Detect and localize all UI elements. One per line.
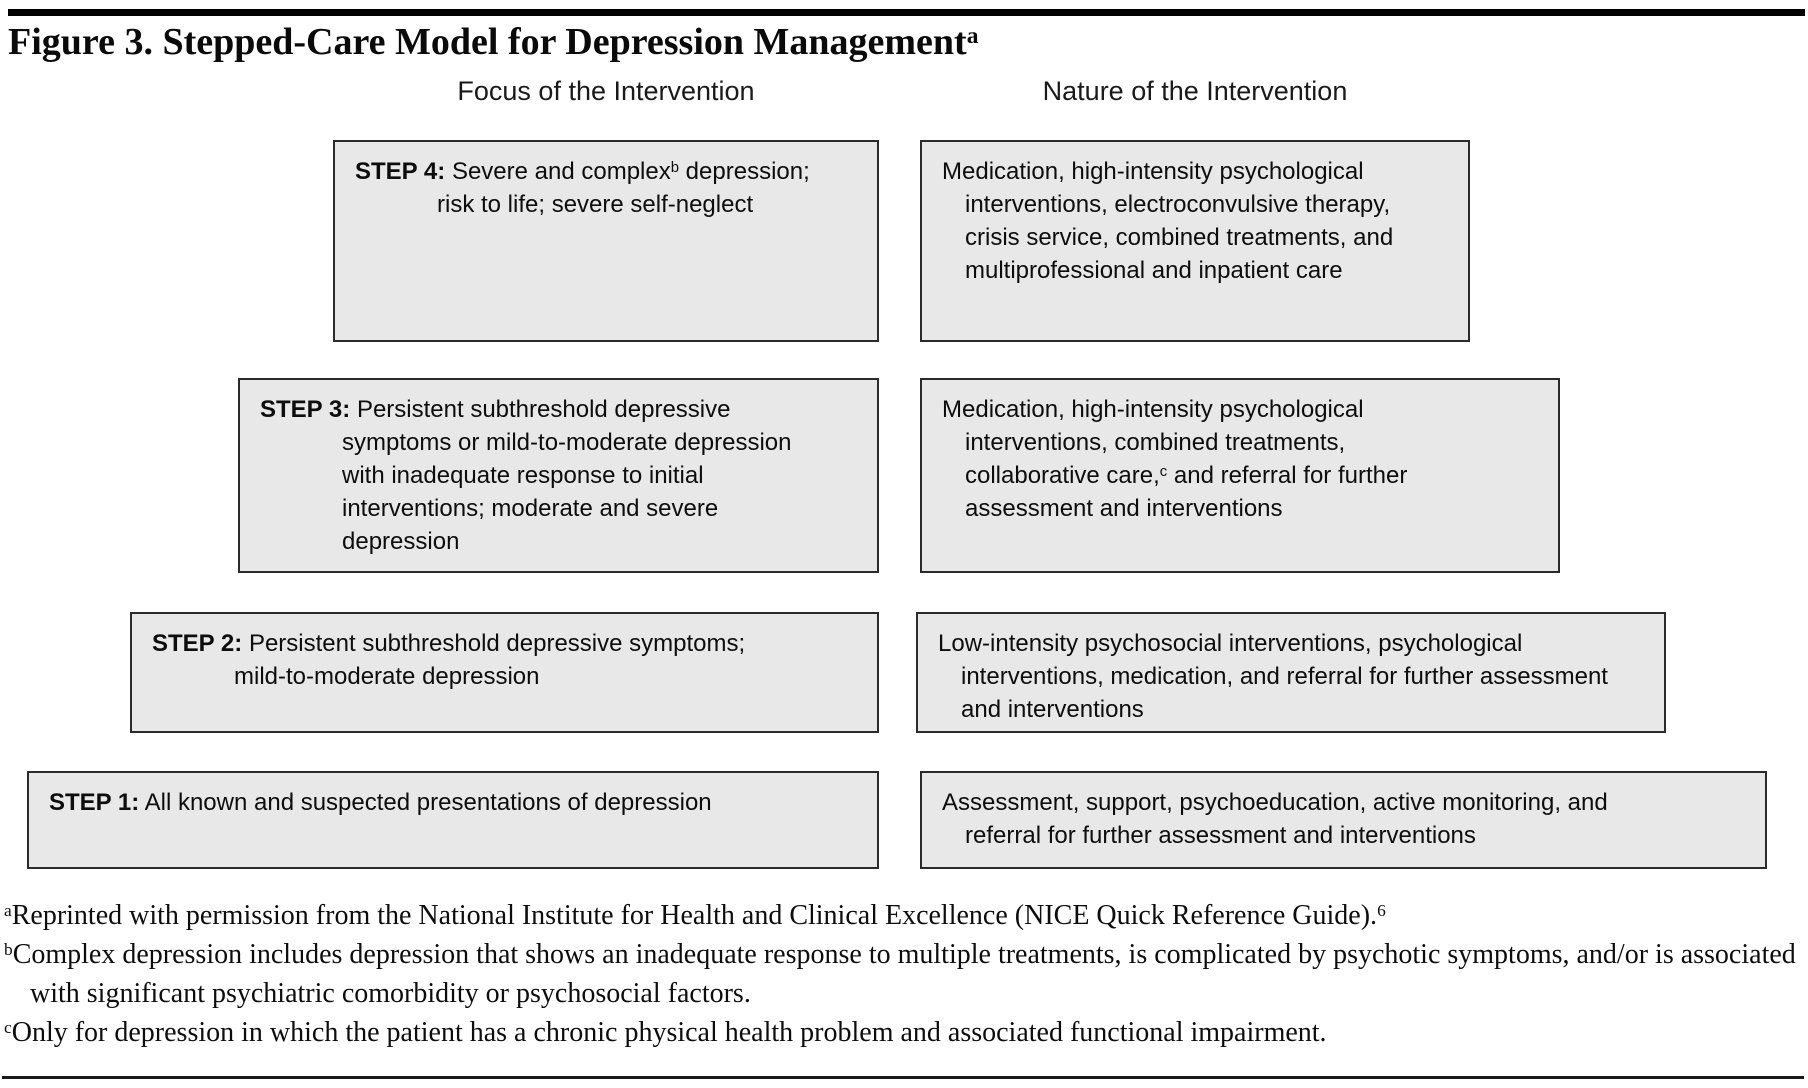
footnote-a: [4, 896, 1804, 935]
step-2-nature-pre: Low-intensity psychosocial interventions, psychological interventions, medication, and referral for further assessment and interventions: [938, 630, 1608, 723]
step-2-focus-text: [152, 627, 792, 693]
footnote-a-marker: a: [4, 901, 12, 921]
step-1-nature-pre: Assessment, support, psychoeducation, active monitoring, and referral for further assessment and interventions: [942, 789, 1608, 849]
footnote-c-marker: c: [4, 1018, 12, 1038]
footnote-b: [4, 935, 1804, 1013]
figure-title-footnote-marker: a: [966, 23, 979, 50]
step-3-nature-box: [920, 378, 1560, 573]
step-2-label: STEP 2:: [152, 630, 243, 657]
step-3-focus-box: [238, 378, 879, 573]
step-2-focus-pre: Persistent subthreshold depressive symptoms; mild-to-moderate depression: [234, 630, 746, 690]
step-3-nature-pre: Medication, high-intensity psychological interventions, combined treatments, collaborative care,: [942, 396, 1364, 489]
figure-title: [8, 20, 978, 64]
step-1-focus-pre: All known and suspected presentations of depression: [144, 789, 712, 816]
footnotes-block: [4, 896, 1804, 1052]
column-header-focus: Focus of the Intervention: [457, 76, 755, 106]
step-3-label: STEP 3:: [260, 396, 351, 423]
step-2-nature-text: [938, 627, 1618, 726]
top-rule-bar: [8, 9, 1805, 16]
step-4-nature-box: [920, 140, 1470, 342]
step-4-label: STEP 4:: [355, 158, 446, 185]
step-4-focus-sup: b: [670, 160, 680, 177]
step-3-nature-sup: c: [1159, 464, 1168, 481]
figure-title-text: Figure 3. Stepped-Care Model for Depression Management: [8, 21, 967, 63]
step-4-nature-pre: Medication, high-intensity psychological interventions, electroconvulsive therapy, crisis service, combined treatments, and multiprofessional and inpatient care: [942, 158, 1394, 284]
footnote-c: [4, 1013, 1804, 1052]
step-1-nature-text: [942, 786, 1687, 852]
step-3-nature-text: [942, 393, 1467, 525]
step-1-nature-box: [920, 771, 1767, 869]
step-4-nature-text: [942, 155, 1420, 287]
step-4-focus-box: [333, 140, 879, 342]
column-header-nature: Nature of the Intervention: [1042, 76, 1348, 106]
footnote-c-text: Only for depression in which the patient has a chronic physical health problem and associated functional impairment.: [11, 1017, 1327, 1048]
step-4-focus-post: depression; risk to life; severe self-neglect: [437, 158, 810, 218]
step-3-focus-pre: Persistent subthreshold depressive symptoms or mild-to-moderate depression with inadequate response to initial interventions; moderate and severe depression: [342, 396, 792, 555]
step-4-focus-pre: Severe and complex: [451, 158, 671, 185]
step-4-focus-text: [355, 155, 825, 221]
step-1-focus-box: [27, 771, 879, 869]
step-2-focus-box: [130, 612, 879, 733]
step-3-nature-post: and referral for further assessment and interventions: [965, 462, 1408, 522]
bottom-rule-bar: [2, 1076, 1804, 1079]
step-1-focus-text: [49, 786, 861, 819]
step-3-focus-text: [260, 393, 825, 558]
footnote-a-reference-number: 6: [1377, 901, 1386, 921]
footnote-b-text: Complex depression includes depression that shows an inadequate response to multiple treatments, is complicated by psychotic symptoms, and/or is associated with significant psychiatric comorbidity or psychosocial factors.: [12, 939, 1796, 1009]
step-2-nature-box: [916, 612, 1666, 733]
footnote-b-marker: b: [4, 940, 13, 960]
footnote-a-text: Reprinted with permission from the National Institute for Health and Clinical Excellence (NICE Quick Reference Guide).: [11, 900, 1378, 931]
step-1-label: STEP 1:: [49, 789, 140, 816]
